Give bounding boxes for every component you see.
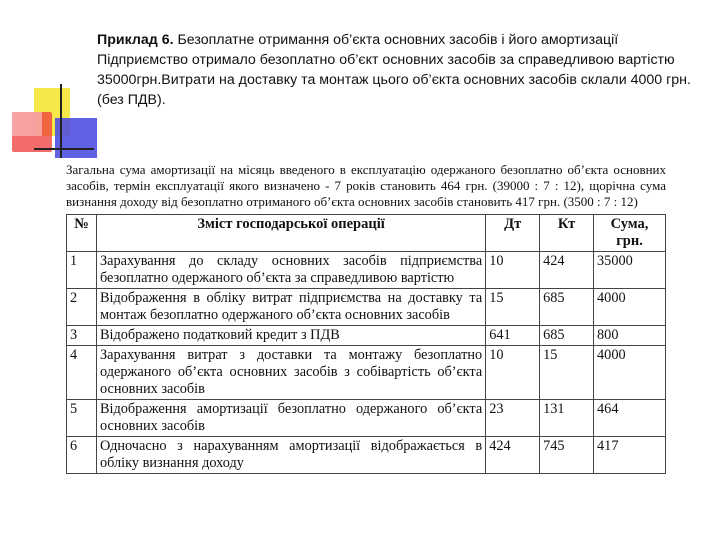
cell-credit: 15: [540, 346, 594, 400]
table-header-row: [67, 215, 666, 252]
cell-operation: Одночасно з нарахуванням амортизації відображається в обліку визнання доходу: [96, 437, 485, 474]
cell-number: 6: [67, 437, 97, 474]
intro-paragraph: Загальна сума амортизації на місяць введеного в експлуатацію одержаного безоплатно об’єкта основних засобів, термін експлуатації якого визначено - 7 років становить 464 грн. (39000 : 7 : 12), щорічна сума визнання доходу від безоплатно отриманого об’єкта основних засобів становить 417 грн. (3500 : 7 : 12): [66, 162, 666, 209]
header-debit: Дт: [486, 215, 540, 252]
table-row: [67, 400, 666, 437]
cell-operation: Відображено податковий кредит з ПДВ: [96, 326, 485, 346]
cell-number: 5: [67, 400, 97, 437]
cell-operation: Відображення амортизації безоплатно одержаного об’єкта основних засобів: [96, 400, 485, 437]
example-title: Безоплатне отримання об’єкта основних засобів і його амортизації: [173, 32, 619, 48]
cell-credit: 685: [540, 289, 594, 326]
cell-debit: 424: [486, 437, 540, 474]
cell-operation: Зарахування до складу основних засобів підприємства безоплатно одержаного об’єкта за справедливою вартістю: [96, 252, 485, 289]
header-operation: Зміст господарської операції: [96, 215, 485, 252]
example-title-bold: Приклад 6.: [97, 32, 174, 48]
cell-credit: 131: [540, 400, 594, 437]
table-row: [67, 252, 666, 289]
cell-number: 1: [67, 252, 97, 289]
table-row: [67, 289, 666, 326]
cell-sum: 800: [594, 326, 666, 346]
cell-debit: 10: [486, 252, 540, 289]
cell-credit: 745: [540, 437, 594, 474]
cell-sum: 464: [594, 400, 666, 437]
cell-debit: 641: [486, 326, 540, 346]
cell-debit: 23: [486, 400, 540, 437]
decor-vertical-line: [60, 84, 62, 158]
slide-header: [97, 30, 697, 110]
cell-number: 4: [67, 346, 97, 400]
decor-pink-square: [12, 112, 42, 136]
cell-operation: Відображення в обліку витрат підприємства на доставку та монтаж безоплатно одержаного об’єкта основних засобів: [96, 289, 485, 326]
document-scan: [66, 162, 666, 474]
decor-horizontal-line: [34, 148, 94, 150]
cell-number: 3: [67, 326, 97, 346]
table-row: [67, 326, 666, 346]
cell-sum: 4000: [594, 289, 666, 326]
cell-number: 2: [67, 289, 97, 326]
table-row: [67, 437, 666, 474]
header-credit: Кт: [540, 215, 594, 252]
header-sum: Сума, грн.: [594, 215, 666, 252]
cell-credit: 424: [540, 252, 594, 289]
cell-debit: 15: [486, 289, 540, 326]
cell-sum: 417: [594, 437, 666, 474]
operations-table: [66, 214, 666, 474]
header-number: №: [67, 215, 97, 252]
cell-sum: 35000: [594, 252, 666, 289]
cell-credit: 685: [540, 326, 594, 346]
cell-operation: Зарахування витрат з доставки та монтажу безоплатно одержаного об’єкта основних засобів з собівартість об’єкта основних засобів: [96, 346, 485, 400]
example-body: Підприємство отримало безоплатно об’єкт основних засобів за справедливою вартістю 35000грн.Витрати на доставку та монтаж цього об’єкта основних засобів склали 4000 грн. (без ПДВ).: [97, 52, 691, 108]
cell-debit: 10: [486, 346, 540, 400]
table-row: [67, 346, 666, 400]
cell-sum: 4000: [594, 346, 666, 400]
